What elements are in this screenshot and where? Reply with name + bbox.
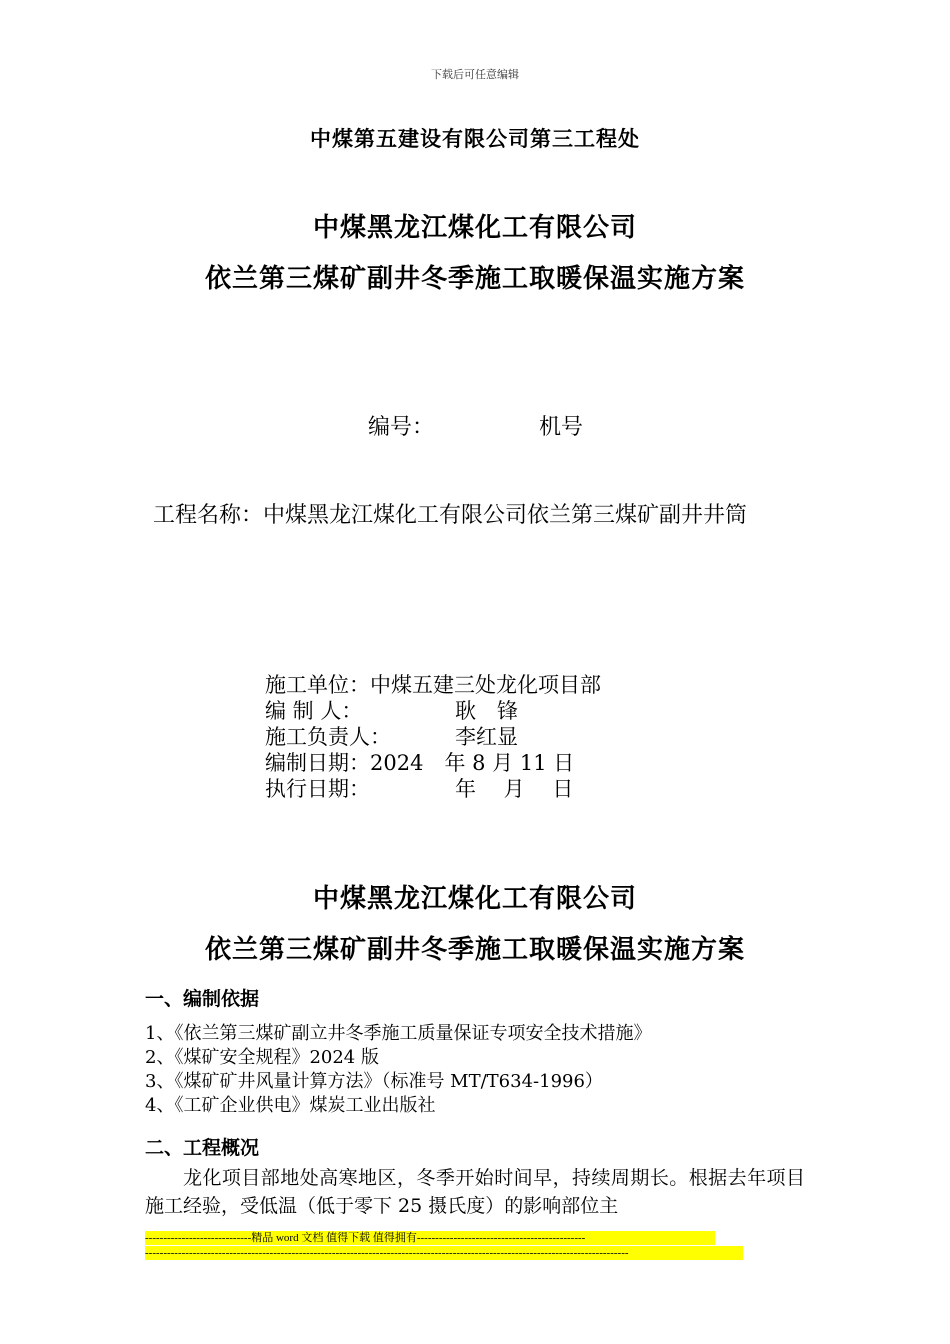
machine-label: 机号 bbox=[539, 415, 584, 440]
cover-title-line2: 依兰第三煤矿副井冬季施工取暖保温实施方案 bbox=[204, 264, 745, 294]
list-item: 2、《煤矿安全规程》2024 版 bbox=[145, 1047, 379, 1068]
footer-banner-line2: ------------------------------------------------------------------------------------------------------------------------------------ bbox=[145, 1246, 743, 1260]
info-value: 耿 锋 bbox=[455, 699, 518, 723]
info-label: 施工负责人： bbox=[265, 725, 391, 749]
body-title-line1: 中煤黑龙江煤化工有限公司 bbox=[312, 884, 637, 914]
code-line bbox=[368, 410, 583, 441]
info-value: 2024 年 8 月 11 日 bbox=[370, 751, 575, 775]
list-item: 3、《煤矿矿井风量计算方法》（标准号 MT/T634-1996） bbox=[145, 1071, 603, 1092]
info-label: 执行日期： bbox=[265, 777, 370, 801]
overview-paragraph bbox=[145, 1164, 805, 1220]
project-name: 工程名称：中煤黑龙江煤化工有限公司依兰第三煤矿副井井筒 bbox=[153, 503, 748, 528]
reference-list bbox=[145, 1022, 651, 1118]
info-block bbox=[265, 672, 601, 802]
paragraph-text: 龙化项目部地处高寒地区，冬季开始时间早，持续周期长。根据去年项目施工经验，受低温（低于零下 25 摄氏度）的影响部位主 bbox=[145, 1167, 805, 1217]
info-label: 施工单位： bbox=[265, 673, 370, 697]
info-row-author bbox=[265, 698, 601, 724]
section-heading-basis: 一、编制依据 bbox=[145, 988, 260, 1010]
company-name: 中煤第五建设有限公司第三工程处 bbox=[310, 126, 640, 151]
section-heading-overview: 二、工程概况 bbox=[145, 1137, 260, 1159]
footer-banner-line1: -----------------------------精品 word 文档 值得下载 值得拥有---------------------------------------------- bbox=[145, 1231, 715, 1245]
info-row-exec-date bbox=[265, 776, 601, 802]
info-value: 年 月 日 bbox=[455, 777, 574, 801]
info-label: 编 制 人： bbox=[265, 699, 363, 723]
list-item: 4、《工矿企业供电》煤炭工业出版社 bbox=[145, 1095, 436, 1116]
body-title-line2: 依兰第三煤矿副井冬季施工取暖保温实施方案 bbox=[204, 935, 745, 965]
info-label: 编制日期： bbox=[265, 751, 370, 775]
info-row-unit bbox=[265, 672, 601, 698]
list-item: 1、《依兰第三煤矿副立井冬季施工质量保证专项安全技术措施》 bbox=[145, 1023, 652, 1044]
header-note: 下载后可任意编辑 bbox=[431, 68, 519, 81]
cover-title-line1: 中煤黑龙江煤化工有限公司 bbox=[312, 213, 637, 243]
info-row-manager bbox=[265, 724, 601, 750]
info-row-compile-date bbox=[265, 750, 601, 776]
code-label: 编号： bbox=[368, 415, 435, 440]
info-value: 李红显 bbox=[455, 725, 518, 749]
info-value: 中煤五建三处龙化项目部 bbox=[370, 673, 601, 697]
